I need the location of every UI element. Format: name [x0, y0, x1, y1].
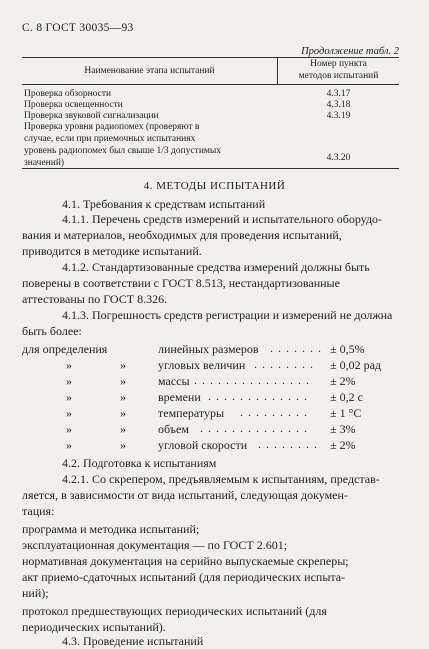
- table-header-stage: Наименование этапа испытаний: [84, 66, 215, 76]
- paragraph-4-2-1-line3: тация:: [22, 504, 55, 518]
- doc-list-item: нормативная документация на серийно выпускаемые скреперы;: [22, 554, 349, 568]
- doc-list-item: программа и методика испытаний;: [22, 522, 200, 536]
- paragraph-4-1-1-line3: приводится в методике испытаний.: [22, 244, 202, 258]
- table-row-name-line: случае, если при приемочных испытаниях: [24, 134, 196, 144]
- paragraph-4-2-1-line2: ляется, в зависимости от вида испытаний, следующая докумен-: [22, 488, 348, 502]
- table-row-name: Проверка звуковой сигнализации: [24, 111, 159, 121]
- doc-list-item-cont: ний);: [22, 586, 49, 600]
- measure-value: ± 0,5%: [330, 342, 365, 356]
- doc-list-item-cont: периодических испытаний).: [22, 620, 166, 634]
- paragraph-4-3: 4.3. Проведение испытаний: [62, 634, 204, 648]
- paragraph-4-1-1-line1: 4.1.1. Перечень средств измерений и испытательного оборудо-: [62, 212, 383, 226]
- ditto-mark: »: [66, 374, 72, 388]
- table-row-ref: 4.3.18: [326, 100, 351, 110]
- paragraph-4-2: 4.2. Подготовка к испытаниям: [62, 456, 217, 470]
- table-row-ref: 4.3.19: [326, 111, 351, 121]
- doc-list-item: эксплуатационная документация — по ГОСТ 2.601;: [22, 538, 288, 552]
- page-header: С. 8 ГОСТ 30035—93: [22, 22, 134, 34]
- section-title: 4. МЕТОДЫ ИСПЫТАНИЙ: [143, 180, 286, 192]
- doc-list-item: акт приемо-сдаточных испытаний (для периодических испыта-: [22, 570, 346, 584]
- paragraph-4-1-2-line2: поверены в соответствии с ГОСТ 8.513, нестандартизованные: [22, 276, 340, 290]
- table-row-name-line: уровень радиопомех был свыше 1/3 допустимых: [24, 146, 222, 156]
- measure-label: угловых величин: [158, 358, 246, 372]
- measure-leader: . . . . . . . .: [258, 437, 318, 451]
- paragraph-4-1-3-line1: 4.1.3. Погрешность средств регистрации и измерений не должна: [62, 308, 393, 322]
- paragraph-4-1: 4.1. Требования к средствам испытаний: [62, 197, 266, 211]
- table-header-clause-line2: методов испытаний: [298, 71, 379, 81]
- measure-value: ± 3%: [330, 422, 356, 436]
- measure-label: массы: [158, 374, 190, 388]
- doc-list-item: протокол предшествующих периодических испытаний (для: [22, 604, 327, 618]
- ditto-mark: »: [66, 422, 72, 436]
- measure-leader: . . . . . . . . . . . . . . .: [194, 373, 310, 387]
- ditto-mark: »: [120, 358, 126, 372]
- measure-label: температуры: [158, 406, 225, 420]
- table-row-ref: 4.3.17: [326, 89, 351, 99]
- table-row-name: Проверка освещенности: [24, 100, 123, 110]
- table-row-name-line: Проверка уровня радиопомех (проверяют в: [24, 122, 200, 132]
- ditto-mark: »: [120, 438, 126, 452]
- paragraph-4-1-1-line2: вания и материалов, необходимых для проведения испытаний,: [22, 228, 342, 242]
- ditto-mark: »: [66, 358, 72, 372]
- measure-label: линейных размеров: [158, 342, 259, 356]
- measure-label: угловой скорости: [158, 438, 248, 452]
- table-header-clause: [278, 58, 399, 82]
- table-row-ref: 4.3.20: [326, 153, 351, 163]
- measure-label: времени: [158, 390, 201, 404]
- table-row-name: Проверка обзорности: [24, 89, 112, 99]
- ditto-mark: »: [120, 406, 126, 420]
- measure-value: ± 2%: [330, 438, 356, 452]
- ditto-mark: »: [120, 390, 126, 404]
- paragraph-4-1-3-line2: быть более:: [22, 324, 82, 338]
- measure-value: ± 0,2 с: [330, 390, 363, 404]
- ditto-mark: »: [66, 390, 72, 404]
- table-row-name: [24, 121, 274, 169]
- table-row-name-line: значений): [24, 158, 65, 168]
- measure-leader: . . . . . . . . . . . . . .: [200, 421, 308, 435]
- measure-value: ± 2%: [330, 374, 356, 388]
- table-continuation-label: Продолжение табл. 2: [301, 46, 399, 57]
- measure-leader: . . . . . . .: [270, 341, 322, 355]
- measure-prefix: для определения: [22, 342, 108, 356]
- table-header-clause-line1: Номер пункта: [310, 59, 367, 69]
- table-header-rule: [22, 84, 399, 85]
- measure-value: ± 1 °С: [330, 406, 362, 420]
- measure-value: ± 0,02 рад: [330, 358, 382, 372]
- ditto-mark: »: [66, 438, 72, 452]
- ditto-mark: »: [120, 374, 126, 388]
- measure-leader: . . . . . . . . . . . . .: [208, 389, 308, 403]
- ditto-mark: »: [120, 422, 126, 436]
- paragraph-4-2-1-line1: 4.2.1. Со скрепером, предъявляемым к испытаниям, представ-: [62, 472, 380, 486]
- paragraph-4-1-2-line1: 4.1.2. Стандартизованные средства измерений должны быть: [62, 260, 370, 274]
- measure-leader: . . . . . . . . .: [240, 405, 308, 419]
- paragraph-4-1-2-line3: аттестованы по ГОСТ 8.326.: [22, 292, 168, 306]
- measure-leader: . . . . . . . .: [254, 357, 314, 371]
- measure-label: объем: [158, 422, 189, 436]
- ditto-mark: »: [66, 406, 72, 420]
